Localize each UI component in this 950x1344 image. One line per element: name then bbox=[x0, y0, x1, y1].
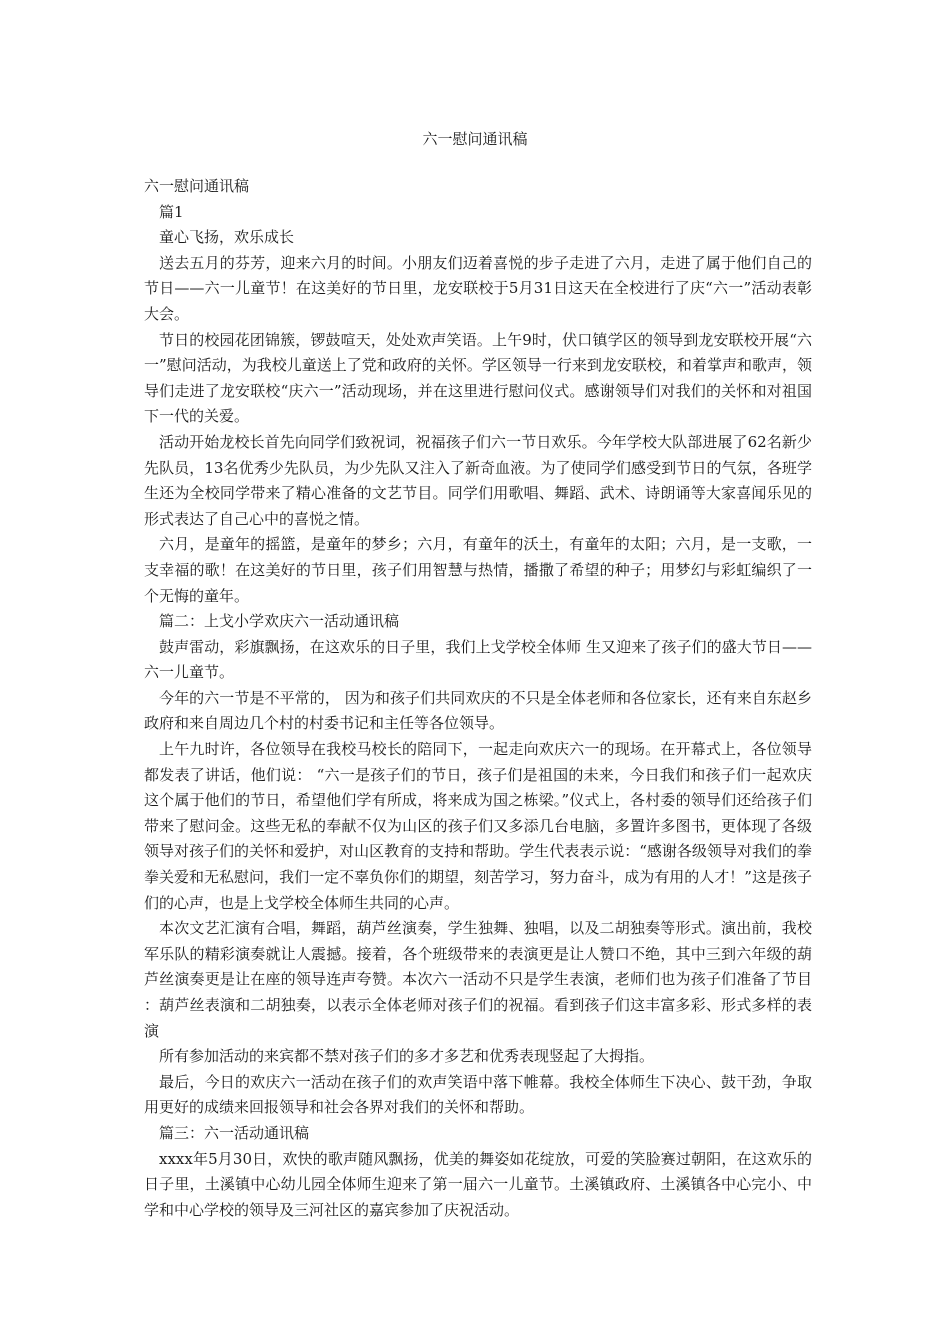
paragraph: xxxx年5月30日，欢快的歌声随风飘扬，优美的舞姿如花绽放，可爱的笑脸赛过朝阳，在这欢乐的日子里，土溪镇中心幼儿园全体师生迎来了第一届六一儿童节。土溪镇政府、土溪镇各中心完小、中学和中心学校的领导及三河社区的嘉宾参加了庆祝活动。 bbox=[144, 1149, 812, 1219]
paragraph: 送去五月的芬芳，迎来六月的时间。小朋友们迈着喜悦的步子走进了六月，走进了属于他们自己的节日——六一儿童节！在这美好的节日里，龙安联校于5月31日这天在全校进行了庆“六一”活动表彰大会。 bbox=[144, 253, 812, 323]
paragraph: 鼓声雷动，彩旗飘扬，在这欢乐的日子里，我们上戈学校全体师 生又迎来了孩子们的盛大节日——六一儿童节。 bbox=[144, 637, 812, 682]
paragraph: 节日的校园花团锦簇，锣鼓喧天，处处欢声笑语。上午9时，伏口镇学区的领导到龙安联校开展“六一”慰问活动，为我校儿童送上了党和政府的关怀。学区领导一行来到龙安联校，和着掌声和歌声，领导们走进了龙安联校“庆六一”活动现场，并在这里进行慰问仪式。感谢领导们对我们的关怀和对祖国下一代的关爱。 bbox=[144, 330, 812, 426]
section-label: 篇二：上戈小学欢庆六一活动通讯稿 bbox=[159, 612, 400, 631]
section-label: 篇1 bbox=[159, 202, 184, 221]
document-title: 六一慰问通讯稿 bbox=[422, 130, 528, 148]
paragraph: 本次文艺汇演有合唱，舞蹈，葫芦丝演奏，学生独舞、独唱，以及二胡独奏等形式。演出前，我校军乐队的精彩演奏就让人震撼。接着，各个班级带来的表演更是让人赞口不绝，其中三到六年级的葫芦丝演奏更是让在座的领导连声夸赞。本次六一活动不只是学生表演，老师们也为孩子们准备了节目：葫芦丝表演和二胡独奏，以表示全体老师对孩子们的祝福。看到孩子们这丰富多彩、形式多样的表演 bbox=[144, 919, 812, 1040]
section-label: 篇三：六一活动通讯稿 bbox=[159, 1123, 310, 1142]
section-subtitle: 童心飞扬，欢乐成长 bbox=[159, 228, 295, 247]
paragraph: 六月，是童年的摇篮，是童年的梦乡；六月，有童年的沃土，有童年的太阳；六月，是一支歌，一支幸福的歌！在这美好的节日里，孩子们用智慧与热情，播撒了希望的种子；用梦幻与彩虹编织了一个无悔的童年。 bbox=[144, 535, 812, 605]
paragraph: 所有参加活动的来宾都不禁对孩子们的多才多艺和优秀表现竖起了大拇指。 bbox=[159, 1047, 655, 1066]
body-heading: 六一慰问通讯稿 bbox=[144, 177, 250, 195]
document-body bbox=[144, 174, 812, 1223]
paragraph: 最后，今日的欢庆六一活动在孩子们的欢声笑语中落下帷幕。我校全体师生下决心、鼓干劲，争取用更好的成绩来回报领导和社会各界对我们的关怀和帮助。 bbox=[144, 1072, 812, 1117]
paragraph: 活动开始龙校长首先向同学们致祝词，祝福孩子们六一节日欢乐。今年学校大队部进展了62名新少先队员，13名优秀少先队员，为少先队又注入了新奇血液。为了使同学们感受到节日的气氛，各班学生还为全校同学带来了精心准备的文艺节目。同学们用歌唱、舞蹈、武术、诗朗诵等大家喜闻乐见的形式表达了自己心中的喜悦之情。 bbox=[144, 432, 812, 528]
paragraph: 今年的六一节是不平常的， 因为和孩子们共同欢庆的不只是全体老师和各位家长，还有来自东赵乡政府和来自周边几个村的村委书记和主任等各位领导。 bbox=[144, 688, 812, 733]
paragraph: 上午九时许，各位领导在我校马校长的陪同下，一起走向欢庆六一的现场。在开幕式上，各位领导都发表了讲话，他们说： “六一是孩子们的节日，孩子们是祖国的未来，今日我们和孩子们一起欢庆这个属于他们的节日，希望他们学有所成，将来成为国之栋梁。”仪式上，各村委的领导们还给孩子们带来了慰问金。这些无私的奉献不仅为山区的孩子们又多添几台电脑，多置许多图书，更体现了各级领导对孩子们的关怀和爱护，对山区教育的支持和帮助。学生代表表示说：“感谢各级领导对我们的拳拳关爱和无私慰问，我们一定不辜负你们的期望，刻苦学习，努力奋斗，成为有用的人才！”这是孩子们的心声，也是上戈学校全体师生共同的心声。 bbox=[144, 740, 812, 912]
